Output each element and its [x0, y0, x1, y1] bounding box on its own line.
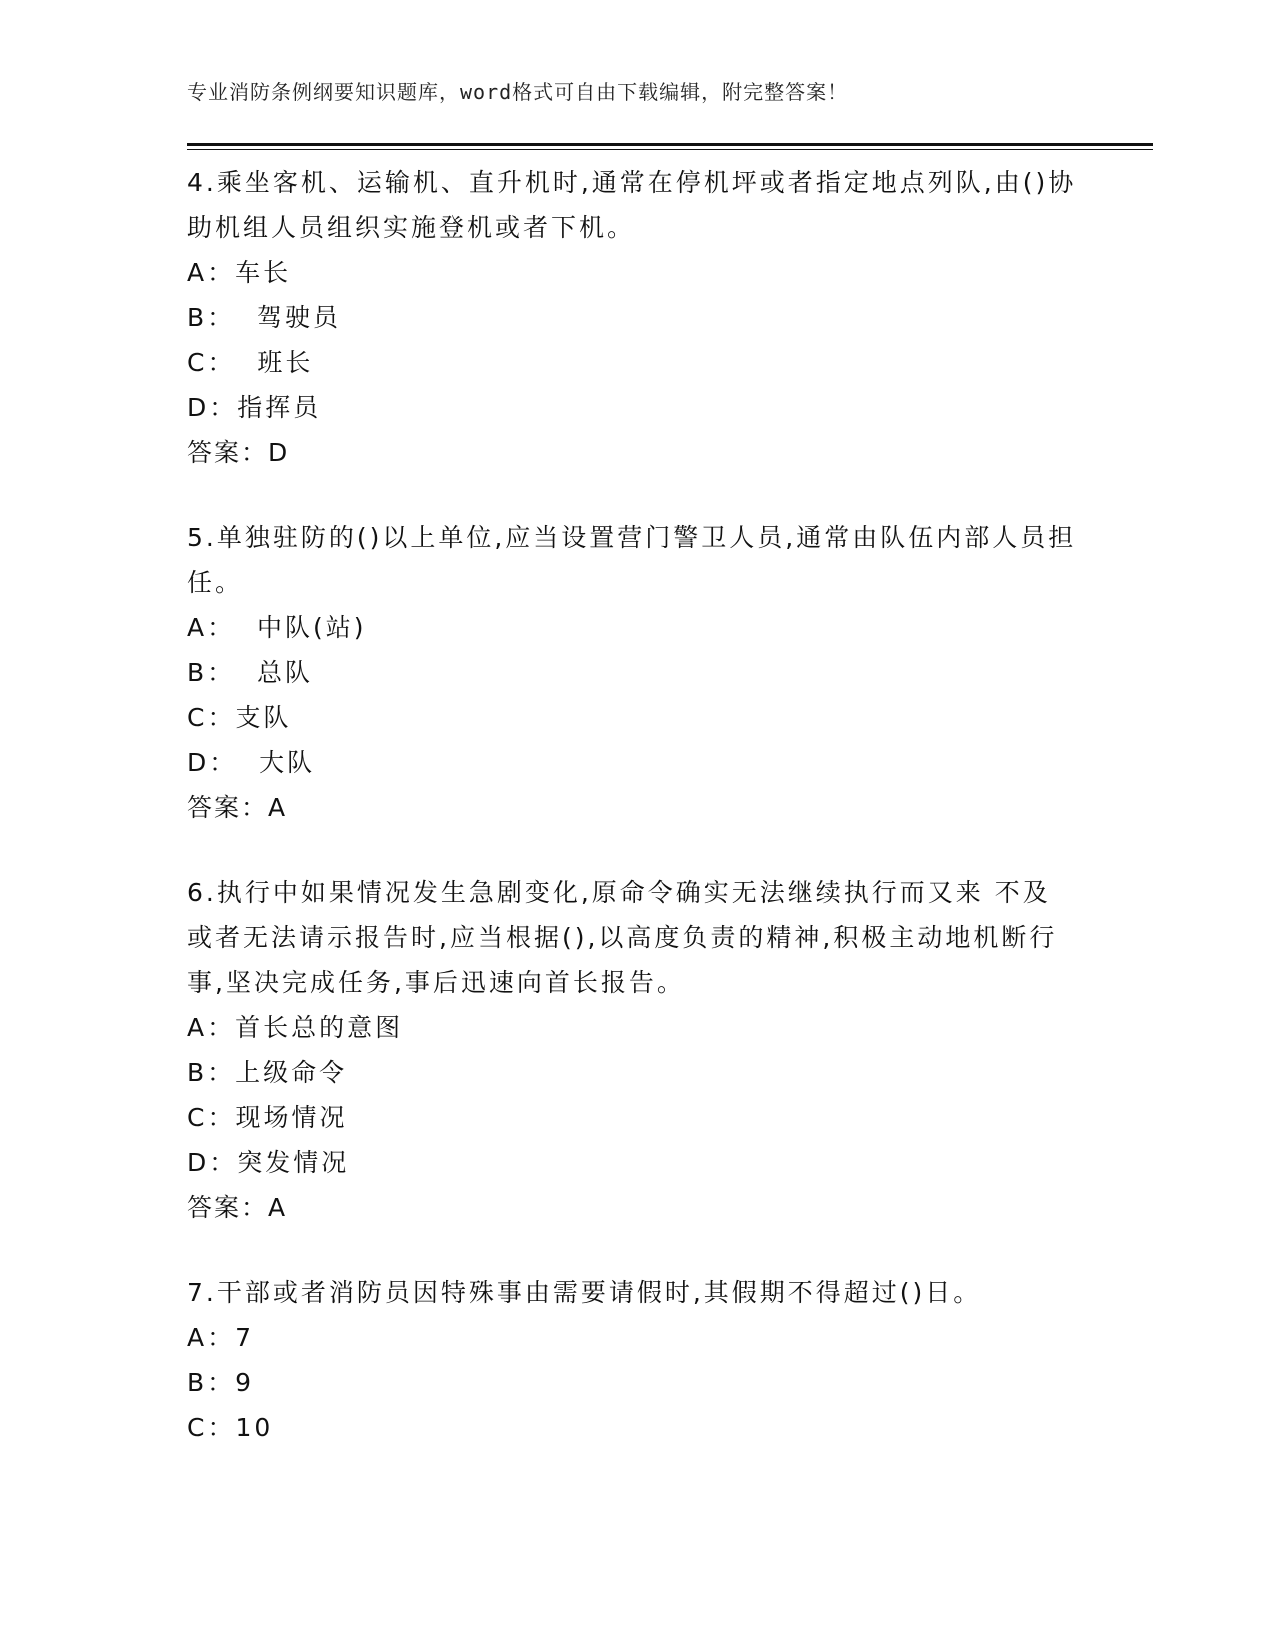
question-7: [187, 1270, 1077, 1450]
option-text: 指挥员: [237, 393, 322, 422]
option-d: [187, 385, 1077, 430]
option-text: 首长总的意图: [235, 1013, 404, 1042]
option-key: C：: [187, 703, 236, 732]
option-key: C：: [187, 1103, 236, 1132]
option-c: [187, 1405, 1077, 1450]
option-key: D：: [187, 748, 238, 777]
option-key: A：: [187, 258, 236, 287]
option-key: C：: [187, 1413, 236, 1442]
option-key: B：: [187, 1058, 236, 1087]
option-b: [187, 1050, 1077, 1095]
question-5: [187, 515, 1077, 830]
option-text: 班长: [235, 348, 314, 377]
option-key: B：: [187, 303, 236, 332]
option-key: A：: [187, 1013, 236, 1042]
question-4: [187, 160, 1077, 475]
option-b: [187, 1360, 1077, 1405]
option-key: C：: [187, 348, 236, 377]
question-stem: 6.执行中如果情况发生急剧变化,原命令确实无法继续执行而又来 不及或者无法请示报告时,应当根据(),以高度负责的精神,积极主动地机断行事,坚决完成任务,事后迅速向首长报告。: [187, 878, 1058, 997]
option-text: 7: [235, 1323, 255, 1352]
option-text: 现场情况: [235, 1103, 348, 1132]
option-key: B：: [187, 658, 236, 687]
option-a: [187, 605, 1077, 650]
option-text: 大队: [237, 748, 316, 777]
option-text: 支队: [235, 703, 292, 732]
document-header: 专业消防条例纲要知识题库，word格式可自由下载编辑，附完整答案！: [187, 80, 849, 104]
option-a: [187, 1315, 1077, 1360]
option-text: 总队: [235, 658, 314, 687]
option-d: [187, 740, 1077, 785]
option-text: 中队(站): [235, 613, 367, 642]
header-rule-thick: [187, 143, 1153, 146]
option-key: D：: [187, 1148, 238, 1177]
option-text: 驾驶员: [235, 303, 342, 332]
option-a: [187, 1005, 1077, 1050]
option-text: 10: [235, 1413, 274, 1442]
option-b: [187, 295, 1077, 340]
option-d: [187, 1140, 1077, 1185]
question-stem: 4.乘坐客机、运输机、直升机时,通常在停机坪或者指定地点列队,由()协助机组人员组织实施登机或者下机。: [187, 168, 1077, 242]
answer-label: 答案：A: [187, 1193, 288, 1222]
option-key: B：: [187, 1368, 236, 1397]
option-c: [187, 1095, 1077, 1140]
question-6: [187, 870, 1077, 1230]
option-key: D：: [187, 393, 238, 422]
option-a: [187, 250, 1077, 295]
option-key: A：: [187, 1323, 236, 1352]
question-list: [187, 160, 1077, 1490]
question-stem: 5.单独驻防的()以上单位,应当设置营门警卫人员,通常由队伍内部人员担任。: [187, 523, 1077, 597]
option-c: [187, 695, 1077, 740]
answer-label: 答案：A: [187, 793, 288, 822]
option-c: [187, 340, 1077, 385]
answer-label: 答案：D: [187, 438, 290, 467]
option-text: 9: [235, 1368, 255, 1397]
header-rule-thin: [187, 149, 1153, 150]
option-text: 突发情况: [237, 1148, 350, 1177]
question-stem: 7.干部或者消防员因特殊事由需要请假时,其假期不得超过()日。: [187, 1278, 982, 1307]
option-text: 上级命令: [235, 1058, 348, 1087]
option-b: [187, 650, 1077, 695]
option-text: 车长: [235, 258, 292, 287]
option-key: A：: [187, 613, 236, 642]
